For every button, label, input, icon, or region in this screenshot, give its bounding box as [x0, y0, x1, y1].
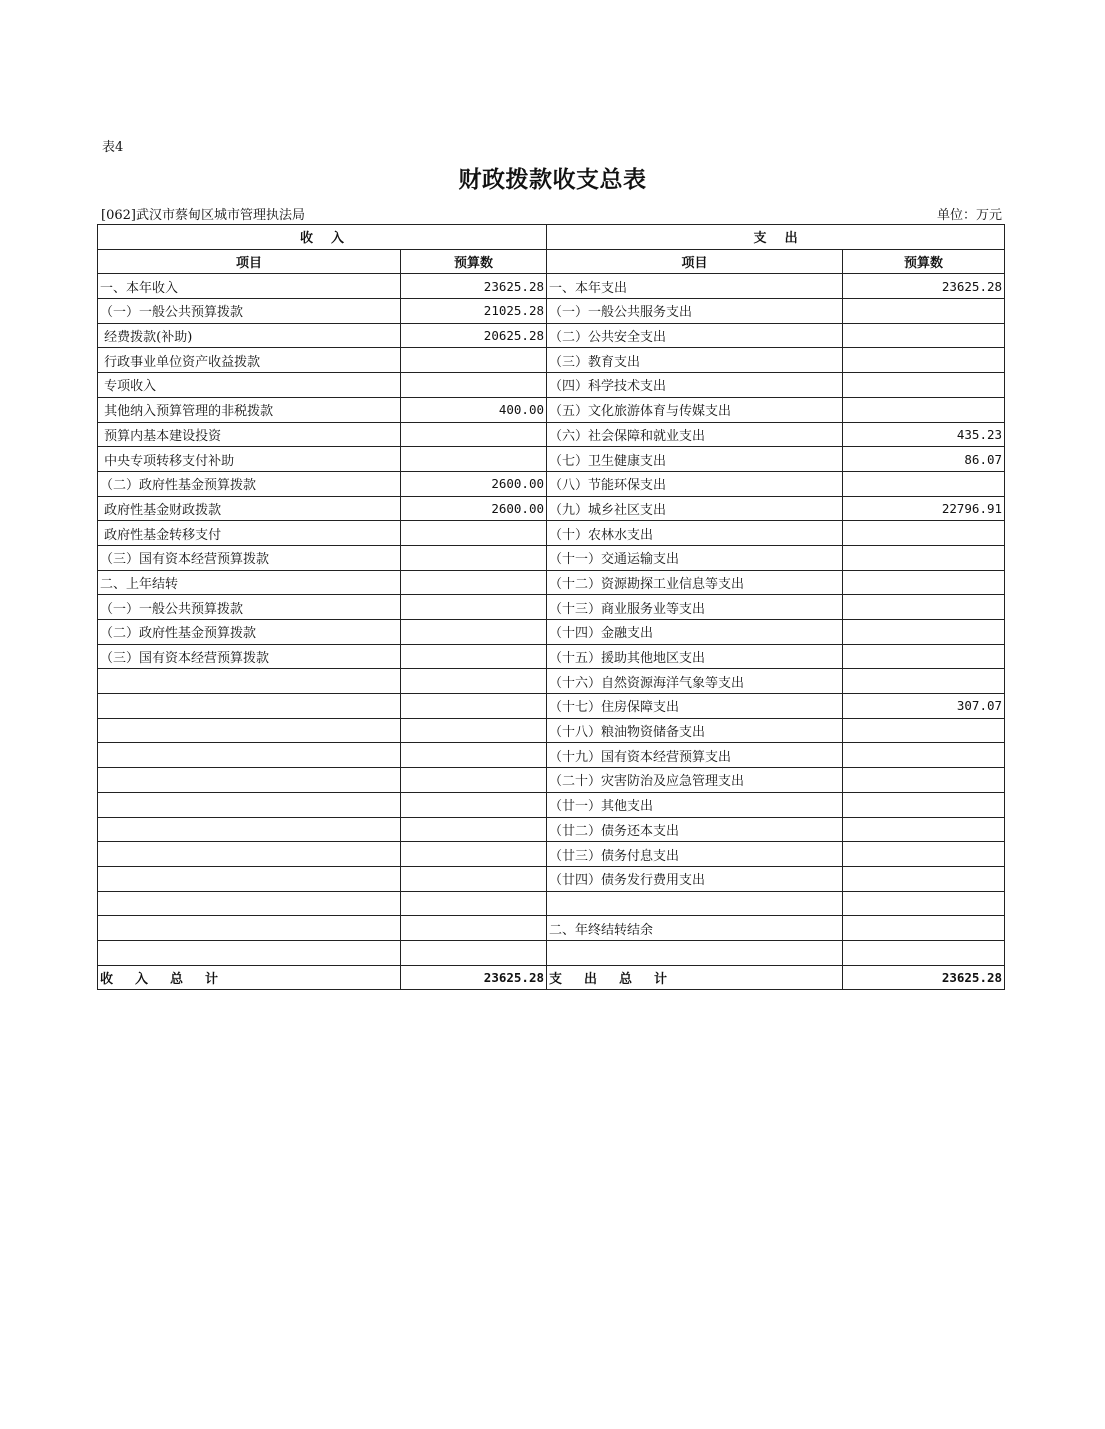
expense-item-cell: 一、本年支出: [547, 274, 843, 299]
expense-value-cell: [843, 521, 1005, 546]
income-value-cell: [401, 694, 547, 719]
table-row: [98, 694, 1005, 719]
income-value-cell: [401, 570, 547, 595]
table-row: [98, 521, 1005, 546]
expense-value-cell: 86.07: [843, 447, 1005, 472]
table-row: [98, 842, 1005, 867]
expense-item-cell: （十三）商业服务业等支出: [547, 595, 843, 620]
expense-value-cell: [843, 545, 1005, 570]
income-value-cell: [401, 348, 547, 373]
expense-value-cell: 23625.28: [843, 274, 1005, 299]
table-row: [98, 620, 1005, 645]
expense-item-cell: （一）一般公共服务支出: [547, 299, 843, 324]
expense-value-cell: [843, 891, 1005, 916]
expense-item-cell: （十六）自然资源海洋气象等支出: [547, 669, 843, 694]
income-value-cell: [401, 842, 547, 867]
expense-value-cell: [843, 397, 1005, 422]
expense-value-cell: [843, 323, 1005, 348]
income-item-cell: 中央专项转移支付补助: [98, 447, 401, 472]
income-item-cell: [98, 768, 401, 793]
expense-value-cell: 435.23: [843, 422, 1005, 447]
income-value-cell: [401, 743, 547, 768]
expense-item-cell: [547, 940, 843, 965]
table-row: [98, 644, 1005, 669]
table-row: [98, 274, 1005, 299]
table-row: [98, 570, 1005, 595]
table-number: 表4: [102, 140, 124, 155]
expense-item-cell: （廿一）其他支出: [547, 792, 843, 817]
income-item-cell: [98, 792, 401, 817]
totals-row: [98, 965, 1005, 990]
income-value-cell: [401, 545, 547, 570]
table-row: [98, 768, 1005, 793]
income-item-cell: 政府性基金财政拨款: [98, 496, 401, 521]
income-item-cell: [98, 718, 401, 743]
table-row: [98, 743, 1005, 768]
expense-value-cell: [843, 718, 1005, 743]
table-row: [98, 471, 1005, 496]
income-item-cell: 政府性基金转移支付: [98, 521, 401, 546]
expense-item-cell: （十一）交通运输支出: [547, 545, 843, 570]
expense-item-cell: （十九）国有资本经营预算支出: [547, 743, 843, 768]
table-row: [98, 817, 1005, 842]
income-value-cell: [401, 866, 547, 891]
expense-value-cell: [843, 817, 1005, 842]
income-item-cell: [98, 669, 401, 694]
table-row: [98, 422, 1005, 447]
expense-item-cell: （二十）灾害防治及应急管理支出: [547, 768, 843, 793]
table-row: [98, 916, 1005, 941]
income-item-cell: （三）国有资本经营预算拨款: [98, 545, 401, 570]
table-row: [98, 545, 1005, 570]
income-item-cell: （一）一般公共预算拨款: [98, 299, 401, 324]
income-total-value: 23625.28: [401, 965, 547, 990]
income-item-cell: [98, 743, 401, 768]
income-value-cell: [401, 644, 547, 669]
income-value-cell: [401, 422, 547, 447]
income-item-cell: [98, 891, 401, 916]
budget-table: [97, 224, 1005, 990]
income-value-cell: 400.00: [401, 397, 547, 422]
expense-value-cell: [843, 842, 1005, 867]
expense-budget-header: 预算数: [843, 249, 1005, 274]
income-value-cell: [401, 718, 547, 743]
expense-value-cell: [843, 866, 1005, 891]
expense-value-cell: [843, 471, 1005, 496]
expense-value-cell: [843, 620, 1005, 645]
table-row: [98, 348, 1005, 373]
table-row: [98, 595, 1005, 620]
income-value-cell: [401, 916, 547, 941]
table-row: [98, 299, 1005, 324]
expense-item-cell: （廿三）债务付息支出: [547, 842, 843, 867]
income-value-cell: [401, 595, 547, 620]
income-item-cell: 其他纳入预算管理的非税拨款: [98, 397, 401, 422]
income-value-cell: 21025.28: [401, 299, 547, 324]
income-item-cell: [98, 940, 401, 965]
unit-label: 单位：万元: [936, 208, 1002, 223]
income-value-cell: [401, 620, 547, 645]
income-item-cell: （一）一般公共预算拨款: [98, 595, 401, 620]
table-row: [98, 866, 1005, 891]
table-row: [98, 496, 1005, 521]
income-total-label: 收入总计: [98, 965, 401, 990]
expense-section-header: 支 出: [547, 225, 1005, 250]
expense-item-cell: （十五）援助其他地区支出: [547, 644, 843, 669]
organization-name: [062]武汉市蔡甸区城市管理执法局: [101, 208, 305, 223]
income-value-cell: 20625.28: [401, 323, 547, 348]
table-row: [98, 718, 1005, 743]
income-item-cell: [98, 817, 401, 842]
income-item-cell: [98, 842, 401, 867]
table-row: [98, 792, 1005, 817]
income-value-cell: 2600.00: [401, 496, 547, 521]
expense-item-cell: （十八）粮油物资储备支出: [547, 718, 843, 743]
expense-item-cell: （十二）资源勘探工业信息等支出: [547, 570, 843, 595]
expense-item-cell: （十）农林水支出: [547, 521, 843, 546]
income-item-cell: 经费拨款(补助): [98, 323, 401, 348]
income-item-cell: （二）政府性基金预算拨款: [98, 471, 401, 496]
expense-value-cell: [843, 940, 1005, 965]
table-row: [98, 891, 1005, 916]
expense-item-cell: （六）社会保障和就业支出: [547, 422, 843, 447]
expense-item-cell: （四）科学技术支出: [547, 373, 843, 398]
income-item-cell: [98, 866, 401, 891]
income-item-cell: 预算内基本建设投资: [98, 422, 401, 447]
header-row-columns: [98, 249, 1005, 274]
income-value-cell: [401, 521, 547, 546]
expense-item-cell: （廿二）债务还本支出: [547, 817, 843, 842]
expense-item-cell: （十七）住房保障支出: [547, 694, 843, 719]
income-value-cell: [401, 940, 547, 965]
income-value-cell: [401, 792, 547, 817]
income-item-cell: 二、上年结转: [98, 570, 401, 595]
expense-value-cell: [843, 768, 1005, 793]
expense-item-cell: （廿四）债务发行费用支出: [547, 866, 843, 891]
expense-item-cell: （三）教育支出: [547, 348, 843, 373]
income-value-cell: [401, 817, 547, 842]
income-item-cell: [98, 916, 401, 941]
expense-value-cell: [843, 570, 1005, 595]
expense-value-cell: [843, 669, 1005, 694]
org-unit-line: [101, 204, 1002, 223]
income-item-cell: [98, 694, 401, 719]
income-item-cell: （二）政府性基金预算拨款: [98, 620, 401, 645]
income-value-cell: [401, 669, 547, 694]
table-row: [98, 447, 1005, 472]
income-item-cell: 专项收入: [98, 373, 401, 398]
expense-item-cell: （十四）金融支出: [547, 620, 843, 645]
income-item-cell: 一、本年收入: [98, 274, 401, 299]
table-row: [98, 669, 1005, 694]
income-value-cell: [401, 373, 547, 398]
expense-value-cell: [843, 792, 1005, 817]
expense-item-cell: （五）文化旅游体育与传媒支出: [547, 397, 843, 422]
table-row: [98, 373, 1005, 398]
expense-item-cell: （八）节能环保支出: [547, 471, 843, 496]
expense-item-header: 项目: [547, 249, 843, 274]
income-value-cell: 2600.00: [401, 471, 547, 496]
expense-item-cell: 二、年终结转结余: [547, 916, 843, 941]
budget-table-body: [98, 225, 1005, 990]
table-row: [98, 940, 1005, 965]
table-row: [98, 323, 1005, 348]
income-item-cell: 行政事业单位资产收益拨款: [98, 348, 401, 373]
expense-value-cell: 22796.91: [843, 496, 1005, 521]
page-title: 财政拨款收支总表: [458, 166, 647, 193]
expense-item-cell: [547, 891, 843, 916]
expense-value-cell: 307.07: [843, 694, 1005, 719]
expense-value-cell: [843, 743, 1005, 768]
expense-item-cell: （九）城乡社区支出: [547, 496, 843, 521]
income-value-cell: [401, 447, 547, 472]
income-value-cell: [401, 891, 547, 916]
expense-total-value: 23625.28: [843, 965, 1005, 990]
income-value-cell: [401, 768, 547, 793]
expense-value-cell: [843, 299, 1005, 324]
income-item-header: 项目: [98, 249, 401, 274]
income-section-header: 收 入: [98, 225, 547, 250]
expense-value-cell: [843, 348, 1005, 373]
income-item-cell: （三）国有资本经营预算拨款: [98, 644, 401, 669]
expense-total-label: 支出总计: [547, 965, 843, 990]
income-value-cell: 23625.28: [401, 274, 547, 299]
expense-item-cell: （二）公共安全支出: [547, 323, 843, 348]
expense-value-cell: [843, 916, 1005, 941]
income-budget-header: 预算数: [401, 249, 547, 274]
expense-value-cell: [843, 595, 1005, 620]
table-row: [98, 397, 1005, 422]
header-row-sections: [98, 225, 1005, 250]
expense-value-cell: [843, 644, 1005, 669]
expense-item-cell: （七）卫生健康支出: [547, 447, 843, 472]
expense-value-cell: [843, 373, 1005, 398]
